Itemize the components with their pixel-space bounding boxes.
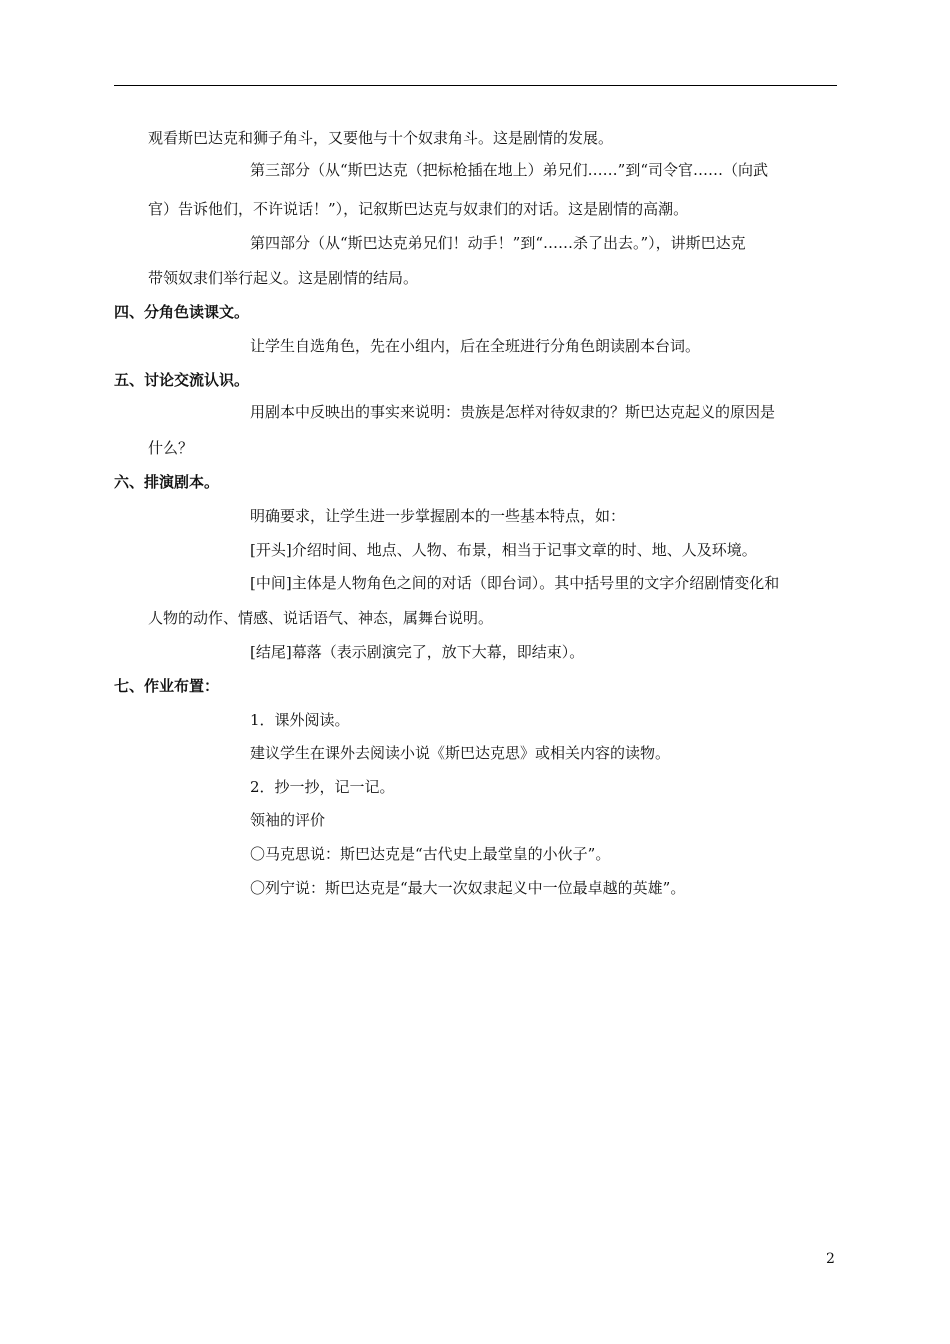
paragraph-line: 1．课外阅读。 (250, 711, 350, 729)
paragraph-line: 建议学生在课外去阅读小说《斯巴达克思》或相关内容的读物。 (250, 744, 671, 762)
section-heading-6: 六、排演剧本。 (114, 473, 220, 491)
paragraph-line: 2．抄一抄，记一记。 (250, 778, 395, 796)
section-heading-5: 五、讨论交流认识。 (114, 371, 250, 389)
paragraph-line: [中间]主体是人物角色之间的对话（即台词）。其中括号里的文字介绍剧情变化和 (250, 574, 780, 592)
paragraph-line: 让学生自选角色，先在小组内，后在全班进行分角色朗读剧本台词。 (250, 337, 701, 355)
paragraph-line: 官）告诉他们，不许说话！”），记叙斯巴达克与奴隶们的对话。这是剧情的高潮。 (148, 200, 689, 218)
paragraph-line: 第四部分（从“斯巴达克弟兄们！动手！”到“……杀了出去。”），讲斯巴达克 (250, 234, 746, 252)
paragraph-line: 什么？ (148, 439, 194, 457)
section-heading-7: 七、作业布置： (114, 677, 220, 695)
section-heading-4: 四、分角色读课文。 (114, 303, 250, 321)
paragraph-line: 观看斯巴达克和狮子角斗，又要他与十个奴隶角斗。这是剧情的发展。 (148, 129, 614, 147)
paragraph-line: 人物的动作、情感、说话语气、神态，属舞台说明。 (148, 609, 494, 627)
paragraph-line: 带领奴隶们举行起义。这是剧情的结局。 (148, 269, 419, 287)
page-number: 2 (826, 1251, 835, 1267)
paragraph-line: [开头]介绍时间、地点、人物、布景，相当于记事文章的时、地、人及环境。 (250, 541, 757, 559)
paragraph-line: 第三部分（从“斯巴达克（把标枪插在地上）弟兄们……”到“司令官……（向武 (250, 161, 769, 179)
header-rule (114, 85, 837, 86)
paragraph-line: [结尾]幕落（表示剧演完了，放下大幕，即结束）。 (250, 643, 585, 661)
paragraph-line: 〇马克思说：斯巴达克是“古代史上最堂皇的小伙子”。 (250, 845, 611, 863)
paragraph-line: 领袖的评价 (250, 811, 326, 829)
paragraph-line: 用剧本中反映出的事实来说明：贵族是怎样对待奴隶的？斯巴达克起义的原因是 (250, 403, 776, 421)
paragraph-line: 〇列宁说：斯巴达克是“最大一次奴隶起义中一位最卓越的英雄”。 (250, 879, 686, 897)
paragraph-line: 明确要求，让学生进一步掌握剧本的一些基本特点，如： (250, 507, 626, 525)
